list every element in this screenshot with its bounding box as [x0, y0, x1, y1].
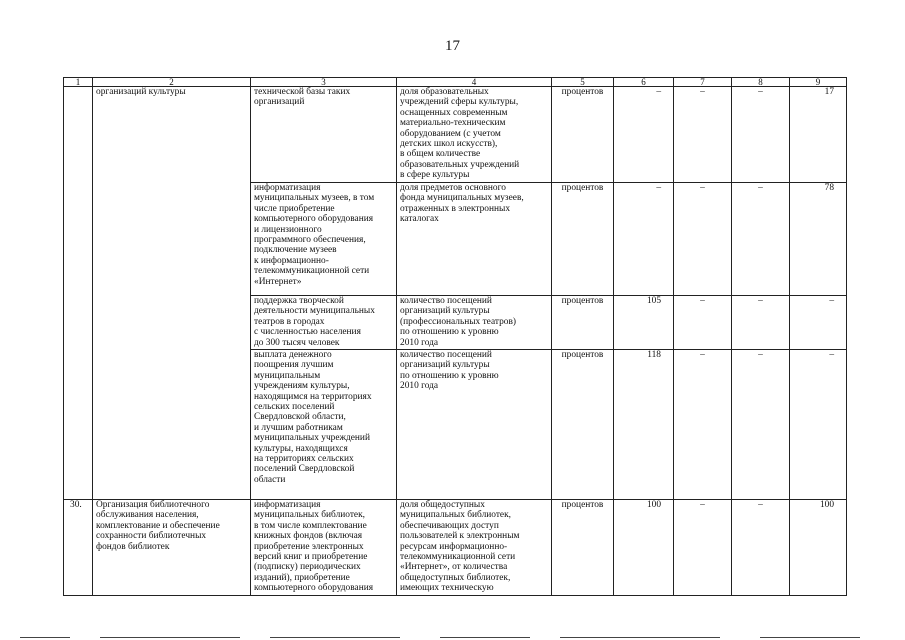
value-cell: –: [732, 183, 790, 296]
unit-cell: процентов: [552, 296, 614, 350]
value-cell: –: [674, 350, 732, 500]
table-row: [64, 350, 847, 500]
indicator-cell: доля предметов основного фонда муниципальных музеев, отраженных в электронных каталогах: [397, 183, 552, 296]
header-row: [64, 78, 847, 87]
measure-cell: выплата денежного поощрения лучшим муниципальным учреждениям культуры, находящимся на территориях сельских поселений Свердловской области, и лучшим работникам муниципальных учреждений культуры, находящихся на территориях сельских поселений Свердловской области: [251, 350, 397, 500]
unit-cell: процентов: [552, 500, 614, 596]
row-number: [64, 350, 93, 500]
table-row: [64, 87, 847, 183]
scan-edge-line: [760, 637, 860, 638]
indicator-cell: доля общедоступных муниципальных библиотек, обеспечивающих доступ пользователей к электронным ресурсам информационно- телекоммуникационной сети «Интернет», от количества общедоступных библиотек, имеющих техническую: [397, 500, 552, 596]
direction-cell: [93, 296, 251, 350]
value-cell: –: [674, 87, 732, 183]
header-cell: 2: [93, 78, 251, 87]
value-cell: –: [614, 183, 674, 296]
value-cell: 105: [614, 296, 674, 350]
value-cell: 100: [790, 500, 847, 596]
scan-edge-line: [270, 637, 400, 638]
measure-cell: технической базы таких организаций: [251, 87, 397, 183]
value-cell: –: [674, 296, 732, 350]
table-row: [64, 183, 847, 296]
page-number: 17: [445, 38, 460, 54]
value-cell: 118: [614, 350, 674, 500]
value-cell: –: [732, 350, 790, 500]
header-cell: 9: [790, 78, 847, 87]
direction-cell: Организация библиотечного обслуживания населения, комплектование и обеспечение сохранности библиотечных фондов библиотек: [93, 500, 251, 596]
scan-edge-line: [440, 637, 530, 638]
header-cell: 6: [614, 78, 674, 87]
header-cell: 8: [732, 78, 790, 87]
scan-edge-line: [560, 637, 720, 638]
value-cell: 78: [790, 183, 847, 296]
direction-cell: [93, 183, 251, 296]
value-cell: 17: [790, 87, 847, 183]
value-cell: 100: [614, 500, 674, 596]
value-cell: –: [732, 87, 790, 183]
direction-cell: организаций культуры: [93, 87, 251, 183]
measure-cell: поддержка творческой деятельности муниципальных театров в городах с численностью населения до 300 тысяч человек: [251, 296, 397, 350]
value-cell: –: [614, 87, 674, 183]
value-cell: –: [674, 183, 732, 296]
indicator-cell: количество посещений организаций культуры (профессиональных театров) по отношению к уровню 2010 года: [397, 296, 552, 350]
direction-cell: [93, 350, 251, 500]
value-cell: –: [790, 350, 847, 500]
value-cell: –: [790, 296, 847, 350]
table-row: [64, 500, 847, 596]
data-table: [63, 77, 847, 596]
indicator-cell: доля образовательных учреждений сферы культуры, оснащенных современным материально-техническим оборудованием (с учетом детских школ искусств), в общем количестве образовательных учреждений в сфере культуры: [397, 87, 552, 183]
unit-cell: процентов: [552, 87, 614, 183]
indicator-cell: количество посещений организаций культуры по отношению к уровню 2010 года: [397, 350, 552, 500]
measure-cell: информатизация муниципальных библиотек, в том числе комплектование книжных фондов (включая приобретение электронных версий книг и приобретение (подписку) периодических изданий), приобретение компьютерного оборудования: [251, 500, 397, 596]
header-cell: 4: [397, 78, 552, 87]
header-cell: 7: [674, 78, 732, 87]
value-cell: –: [732, 500, 790, 596]
value-cell: –: [674, 500, 732, 596]
unit-cell: процентов: [552, 350, 614, 500]
header-cell: 1: [64, 78, 93, 87]
measure-cell: информатизация муниципальных музеев, в том числе приобретение компьютерного оборудования и лицензионного программного обеспечения, подключение музеев к информационно- телекоммуникационной сети «Интернет»: [251, 183, 397, 296]
header-cell: 3: [251, 78, 397, 87]
value-cell: –: [732, 296, 790, 350]
row-number: [64, 296, 93, 350]
table-row: [64, 296, 847, 350]
unit-cell: процентов: [552, 183, 614, 296]
scan-edge-line: [100, 637, 240, 638]
row-number: 30.: [64, 500, 93, 596]
row-number: [64, 183, 93, 296]
scan-edge-line: [20, 637, 70, 638]
header-cell: 5: [552, 78, 614, 87]
row-number: [64, 87, 93, 183]
